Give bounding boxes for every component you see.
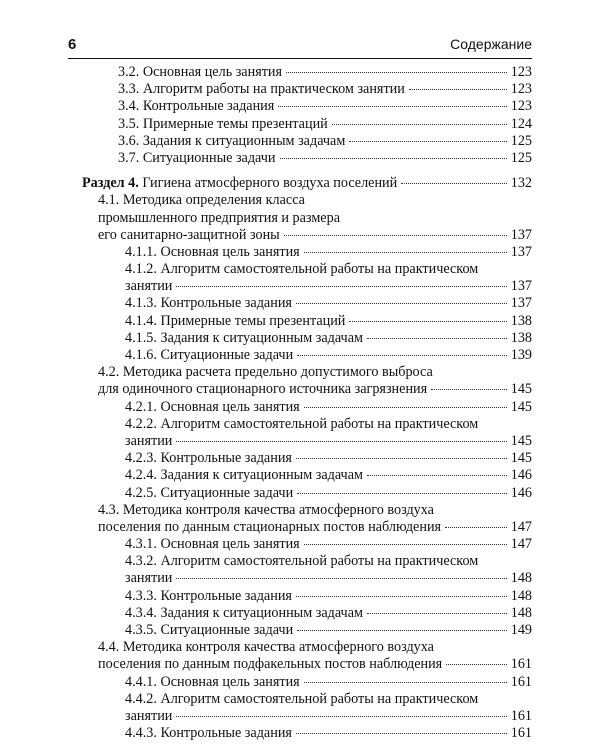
toc-entry-4-4-2-line1: [82, 691, 532, 708]
dot-leader: [367, 338, 507, 339]
dot-leader: [296, 596, 507, 597]
toc-entry-title: 3.7. Ситуационные задачи: [118, 149, 276, 166]
toc-entry-title: 4.2. Методика расчета предельно допустимого выброса: [98, 364, 433, 381]
toc-entry-title: 4.3.2. Алгоритм самостоятельной работы на практическом: [125, 553, 479, 570]
toc-entry-title: 3.6. Задания к ситуационным задачам: [118, 132, 346, 149]
toc-page-number: 125: [510, 149, 532, 166]
dot-leader: [176, 716, 506, 717]
toc-entry-title: занятии: [125, 707, 173, 724]
dot-leader: [304, 252, 507, 253]
toc-entry-4-3-line1: [82, 502, 532, 519]
toc-page-number: 145: [510, 398, 532, 415]
toc-entry-title: 4.2.4. Задания к ситуационным задачам: [125, 467, 363, 484]
dot-leader: [297, 493, 507, 494]
toc-entry-title: его санитарно-защитной зоны: [98, 226, 280, 243]
toc-page-number: 146: [510, 484, 532, 501]
toc-page-number: 145: [510, 450, 532, 467]
toc-page-number: 149: [510, 622, 532, 638]
toc-page-number: 138: [510, 329, 532, 346]
toc-entry-title: 4.4.3. Контрольные задания: [125, 725, 292, 742]
toc-entry-4-1-6: [82, 347, 532, 364]
dot-leader: [367, 475, 507, 476]
toc-entry-title: 4.1.4. Примерные темы презентаций: [125, 312, 346, 329]
toc-entry-title: занятии: [125, 570, 173, 587]
toc-entry-title: занятии: [125, 432, 173, 449]
toc-page-number: 148: [510, 570, 532, 587]
toc-entry-4-2-5: [82, 485, 532, 502]
toc-entry-title: 4.2.1. Основная цель занятия: [125, 398, 300, 415]
toc-entry-4-1-line2: [82, 210, 532, 227]
toc-entry-4-2-line1: [82, 364, 532, 381]
toc-entry-4-2-line2: [82, 381, 532, 398]
toc-entry-4-1-3: [82, 295, 532, 312]
table-of-contents: [82, 64, 532, 742]
dot-leader: [284, 235, 507, 236]
toc-entry-4-1-5: [82, 330, 532, 347]
dot-leader: [445, 527, 507, 528]
toc-entry-title: для одиночного стационарного источника загрязнения: [98, 381, 428, 398]
dot-leader: [431, 389, 507, 390]
dot-leader: [297, 630, 507, 631]
toc-page-number: 146: [510, 467, 532, 484]
dot-leader: [401, 183, 506, 184]
toc-entry-3-2: [82, 64, 532, 81]
toc-page-number: 132: [510, 175, 532, 192]
toc-entry-4-2-3: [82, 450, 532, 467]
toc-entry-4-1-4: [82, 313, 532, 330]
toc-page-number: 161: [510, 673, 532, 690]
toc-entry-3-5: [82, 116, 532, 133]
dot-leader: [409, 89, 507, 90]
toc-page-number: 124: [510, 115, 532, 132]
dot-leader: [296, 733, 507, 734]
toc-entry-4-1-1: [82, 244, 532, 261]
toc-entry-title: 4.2.2. Алгоритм самостоятельной работы на практическом: [125, 415, 479, 432]
toc-entry-title: поселения по данным стационарных постов наблюдения: [98, 518, 442, 535]
dot-leader: [367, 613, 507, 614]
dot-leader: [297, 355, 507, 356]
toc-entry-title: 3.2. Основная цель занятия: [118, 64, 283, 80]
toc-page-number: 123: [510, 98, 532, 115]
toc-entry-title: 4.4. Методика контроля качества атмосферного воздуха: [98, 639, 434, 656]
toc-entry-4-3-2-line1: [82, 553, 532, 570]
toc-page-number: 123: [510, 81, 532, 98]
toc-page-number: 147: [510, 518, 532, 535]
toc-entry-3-3: [82, 81, 532, 98]
toc-page-number: 137: [510, 295, 532, 312]
toc-entry-3-4: [82, 98, 532, 115]
toc-entry-4-4-3: [82, 725, 532, 742]
toc-page-number: 145: [510, 432, 532, 449]
toc-entry-3-7: [82, 150, 532, 167]
toc-entry-title: 4.4.2. Алгоритм самостоятельной работы на практическом: [125, 690, 479, 707]
toc-entry-title: 4.3.5. Ситуационные задачи: [125, 622, 294, 638]
toc-page-number: 161: [510, 725, 532, 742]
toc-page-number: 148: [510, 587, 532, 604]
running-title: Содержание: [450, 36, 532, 52]
toc-entry-4-4-line1: [82, 639, 532, 656]
dot-leader: [304, 682, 507, 683]
toc-entry-4-2-4: [82, 467, 532, 484]
dot-leader: [280, 158, 507, 159]
toc-entry-4-4-1: [82, 674, 532, 691]
dot-leader: [296, 458, 507, 459]
toc-page-number: 145: [510, 381, 532, 398]
toc-section-title: [82, 175, 397, 192]
toc-section-4: [82, 175, 532, 192]
toc-page-number: 125: [510, 132, 532, 149]
toc-entry-4-3-3: [82, 588, 532, 605]
toc-entry-4-1-line1: [82, 192, 532, 209]
toc-entry-title: 4.2.3. Контрольные задания: [125, 450, 292, 467]
toc-entry-4-1-line3: [82, 227, 532, 244]
dot-leader: [446, 664, 507, 665]
toc-page-number: 123: [510, 64, 532, 80]
dot-leader: [304, 407, 507, 408]
toc-entry-title: 4.1.5. Задания к ситуационным задачам: [125, 329, 363, 346]
toc-entry-title: 4.1. Методика определения класса: [98, 192, 305, 209]
toc-entry-4-4-line2: [82, 656, 532, 673]
toc-entry-title: 4.1.3. Контрольные задания: [125, 295, 292, 312]
toc-entry-title: 4.3.4. Задания к ситуационным задачам: [125, 604, 363, 621]
header-rule: [68, 58, 532, 59]
toc-entry-title: 4.1.1. Основная цель занятия: [125, 243, 300, 260]
toc-page-number: 137: [510, 243, 532, 260]
page-header: [68, 36, 532, 56]
toc-entry-title: 3.5. Примерные темы презентаций: [118, 115, 328, 132]
toc-entry-4-3-5: [82, 622, 532, 639]
section-label: Раздел 4.: [82, 175, 139, 192]
toc-entry-title: 4.1.6. Ситуационные задачи: [125, 347, 294, 363]
toc-page-number: 147: [510, 536, 532, 553]
toc-entry-4-3-line2: [82, 519, 532, 536]
toc-entry-4-3-2-line2: [82, 570, 532, 587]
dot-leader: [176, 441, 506, 442]
toc-entry-title: 4.4.1. Основная цель занятия: [125, 673, 300, 690]
toc-page-number: 137: [510, 226, 532, 243]
dot-leader: [296, 303, 507, 304]
dot-leader: [304, 544, 507, 545]
dot-leader: [176, 286, 506, 287]
toc-entry-4-3-1: [82, 536, 532, 553]
dot-leader: [349, 321, 506, 322]
dot-leader: [332, 124, 507, 125]
toc-page-number: 138: [510, 312, 532, 329]
toc-page-number: 139: [510, 347, 532, 363]
toc-entry-4-1-2-line1: [82, 261, 532, 278]
toc-entry-4-2-2-line2: [82, 433, 532, 450]
toc-entry-title: 4.3.3. Контрольные задания: [125, 587, 292, 604]
toc-entry-title: 4.3. Методика контроля качества атмосферного воздуха: [98, 501, 434, 518]
page-number: 6: [68, 36, 77, 53]
dot-leader: [286, 72, 507, 73]
toc-page-number: 161: [510, 707, 532, 724]
toc-entry-4-4-2-line2: [82, 708, 532, 725]
toc-entry-4-1-2-line2: [82, 278, 532, 295]
toc-entry-4-2-1: [82, 399, 532, 416]
toc-entry-title: 4.3.1. Основная цель занятия: [125, 536, 300, 553]
toc-entry-3-6: [82, 133, 532, 150]
section-title-text: Гигиена атмосферного воздуха поселений: [138, 175, 398, 192]
toc-entry-title: 4.1.2. Алгоритм самостоятельной работы на практическом: [125, 261, 479, 278]
toc-entry-title: 4.2.5. Ситуационные задачи: [125, 484, 294, 501]
toc-entry-4-3-4: [82, 605, 532, 622]
toc-entry-title: 3.3. Алгоритм работы на практическом занятии: [118, 81, 405, 98]
toc-page-number: 148: [510, 604, 532, 621]
toc-entry-title: промышленного предприятия и размера: [98, 209, 340, 226]
toc-entry-title: занятии: [125, 278, 173, 295]
toc-entry-title: поселения по данным подфакельных постов наблюдения: [98, 656, 443, 673]
toc-page-number: 161: [510, 656, 532, 673]
toc-entry-title: 3.4. Контрольные задания: [118, 98, 275, 115]
dot-leader: [278, 106, 506, 107]
dot-leader: [349, 141, 506, 142]
dot-leader: [176, 578, 506, 579]
toc-page-number: 137: [510, 278, 532, 295]
toc-entry-4-2-2-line1: [82, 416, 532, 433]
